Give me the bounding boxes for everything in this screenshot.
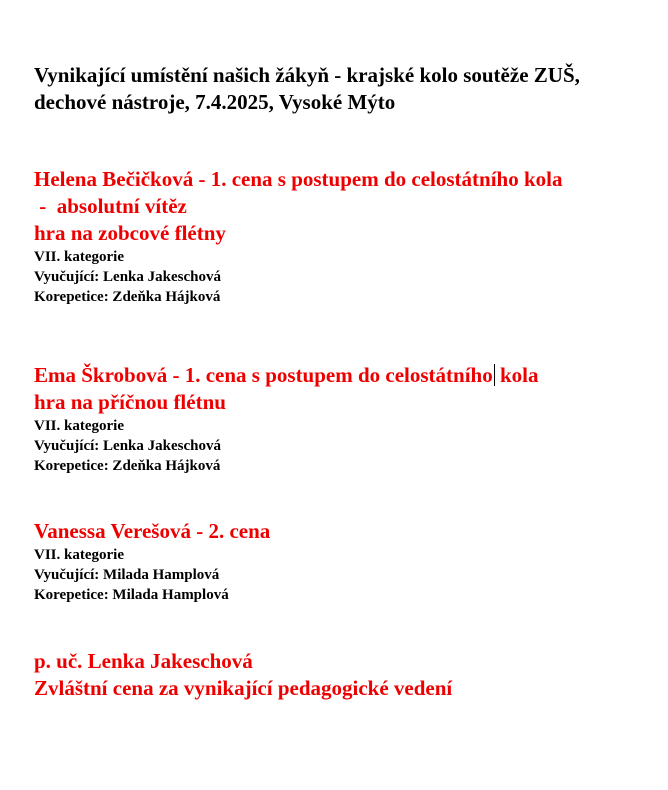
award-teacher: Vyučující: Lenka Jakeschová <box>34 269 221 285</box>
award-instrument: hra na zobcové flétny <box>34 221 226 245</box>
award-entry-skrobova <box>34 362 664 476</box>
award-title-line: - absolutní vítěz <box>34 194 187 218</box>
award-entry-jakeschova <box>34 648 664 702</box>
award-title-part: Ema Škrobová - 1. cena s postupem do celostátního <box>34 363 493 387</box>
document-heading <box>34 62 664 116</box>
heading-line-1: Vynikající umístění našich žákyň - krajské kolo soutěže ZUŠ, <box>34 63 580 87</box>
award-title-line: Vanessa Verešová - 2. cena <box>34 519 271 543</box>
award-teacher: Vyučující: Milada Hamplová <box>34 567 220 583</box>
award-instrument: hra na příčnou flétnu <box>34 390 226 414</box>
document-body <box>34 62 664 700</box>
award-category: VII. kategorie <box>34 418 124 434</box>
heading-line-2: dechové nástroje, 7.4.2025, Vysoké Mýto <box>34 90 396 114</box>
award-teacher: Vyučující: Lenka Jakeschová <box>34 438 221 454</box>
award-special-prize: Zvláštní cena za vynikající pedagogické vedení <box>34 676 453 700</box>
award-accompanist: Korepetice: Zdeňka Hájková <box>34 458 221 474</box>
award-accompanist: Korepetice: Milada Hamplová <box>34 587 229 603</box>
award-title-line: Helena Bečičková - 1. cena s postupem do celostátního kola <box>34 167 563 191</box>
award-title-line <box>34 362 664 389</box>
award-accompanist: Korepetice: Zdeňka Hájková <box>34 289 221 305</box>
award-title-part: kola <box>494 363 539 387</box>
award-entry-becickova <box>34 166 664 307</box>
award-entry-veresova <box>34 518 664 605</box>
award-category: VII. kategorie <box>34 547 124 563</box>
award-category: VII. kategorie <box>34 249 124 265</box>
award-teacher-name: p. uč. Lenka Jakeschová <box>34 649 253 673</box>
